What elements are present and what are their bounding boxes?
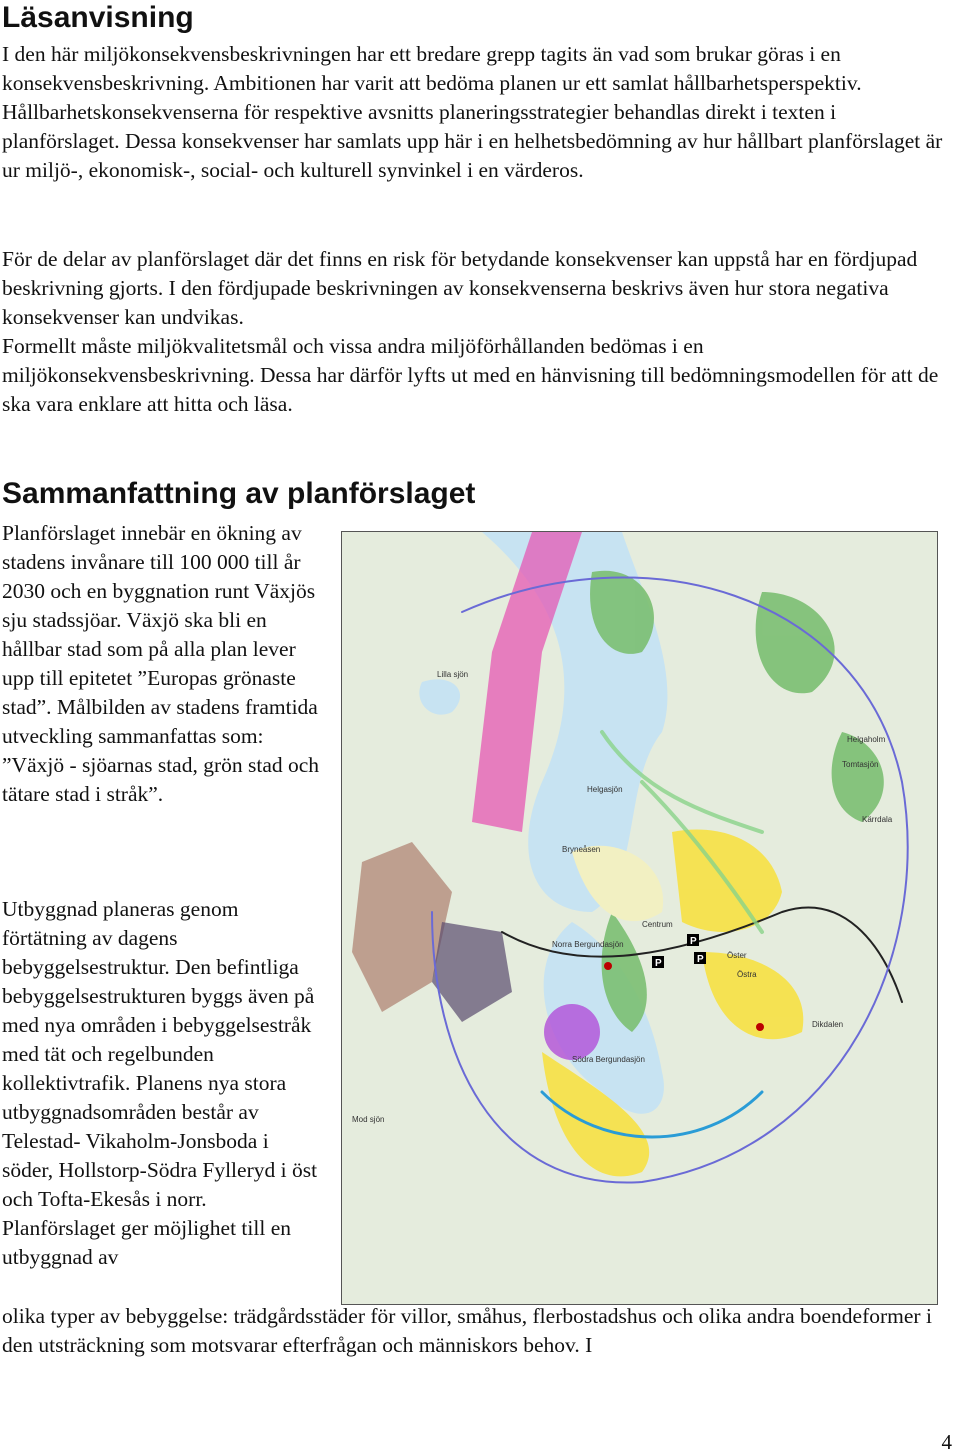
map-label: Bryneåsen xyxy=(562,845,601,854)
deep-description-paragraph: För de delar av planförslaget där det finns en risk för betydande konsekvenser kan uppstå har en fördjupad beskrivning gjorts. I den fördjupade beskrivningen av konsekvenserna beskrivs även hur stora negativa konsekvenser kan undvikas. xyxy=(2,247,918,329)
map-label: Tomtasjön xyxy=(842,760,879,769)
map-label: Södra Bergundasjön xyxy=(572,1055,645,1064)
map-label: Helgaholm xyxy=(847,735,886,744)
map-label: Öster xyxy=(727,951,747,960)
plan-map xyxy=(341,531,938,1305)
map-label: Centrum xyxy=(642,920,673,929)
parking-icon: P xyxy=(690,936,697,947)
summary-continuation: olika typer av bebyggelse: trädgårdsstäder för villor, småhus, flerbostadshus och olika andra boendeformer i den utsträckning som motsvarar efterfrågan och människors behov. I xyxy=(2,1304,932,1357)
page-number: 4 xyxy=(941,1430,952,1454)
map-label: Helgasjön xyxy=(587,785,623,794)
summary-paragraph-2: Utbyggnad planeras genom förtätning av dagens bebyggelsestruktur. Den befintliga bebyggelsestrukturen byggs även på med nya områden i bebyggelsestråk med tät och regelbunden kollektivtrafik. Planens nya stora utbyggnadsområden består av Telestad- Vikaholm-Jonsboda i söder, Hollstorp-Södra Fylleryd i öst och Tofta-Ekesås i norr. Planförslaget ger möjlighet till en utbyggnad av xyxy=(2,897,318,1269)
map-label: Kärrdala xyxy=(862,815,893,824)
map-label: Norra Bergundasjön xyxy=(552,940,624,949)
map-label: Dikdalen xyxy=(812,1020,844,1029)
parking-icon: P xyxy=(697,954,704,965)
formal-requirements-paragraph: Formellt måste miljökvalitetsmål och vissa andra miljöförhållanden bedömas i en miljökonsekvensbeskrivning. Dessa har därför lyfts ut med en hänvisning till bedömningsmodellen för att de ska vara enklare att hitta och läsa. xyxy=(2,334,939,416)
summary-paragraph-1: Planförslaget innebär en ökning av stadens invånare till 100 000 till år 2030 och en byggnation runt Växjös sju stadssjöar. Växjö ska bli en hållbar stad som på alla plan lever upp till epitetet ”Europas grönaste stad”. Målbilden av stadens framtida utveckling sammanfattas som: ”Växjö - sjöarnas stad, grön stad och tätare stad i stråk”. xyxy=(2,521,320,806)
intro-paragraph: I den här miljökonsekvensbeskrivningen har ett bredare grepp tagits än vad som brukar göras i en konsekvensbeskrivning. Ambitionen har varit att bedöma planen ur ett samlat hållbarhetsperspektiv. Hållbarhetskonsekvenserna för respektive avsnitts planeringsstrategier behandlas direkt i texten i planförslaget. Dessa konsekvenser har samlats upp här i en helhetsbedömning av hur hållbart planförslaget är ur miljö-, ekonomisk-, social- och kulturell synvinkel i en värderos. xyxy=(2,42,943,182)
section-title-lasanvisning: Läsanvisning xyxy=(2,1,194,34)
map-label: Mod sjön xyxy=(352,1115,385,1124)
section-title-sammanfattning: Sammanfattning av planförslaget xyxy=(2,477,476,510)
parking-icon: P xyxy=(655,958,662,969)
purple-zone xyxy=(544,1004,600,1060)
map-label: Östra xyxy=(737,970,757,979)
map-label: Lilla sjön xyxy=(437,670,469,679)
